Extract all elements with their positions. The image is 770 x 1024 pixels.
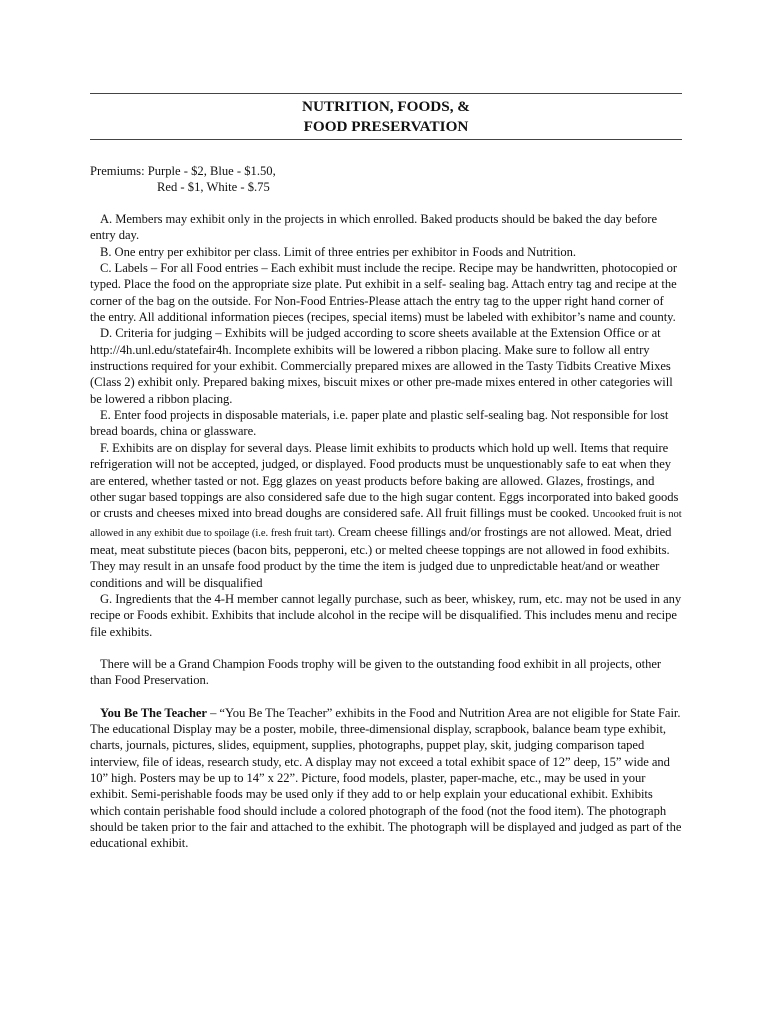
premiums-block [90,163,690,196]
teacher-lead: You Be The Teacher [100,705,207,720]
bottom-rule [90,139,682,140]
premiums-line-1: Premiums: Purple - $2, Blue - $1.50, [90,164,276,178]
spacer [90,689,682,705]
rule-f-small-note: Uncooked fruit is not allowed in any exhibit due to spoilage (i.e. fresh fruit tart). [90,509,682,539]
teacher-text: – “You Be The Teacher” exhibits in the Food and Nutrition Area are not eligible for State Fair. The educational Display may be a poster, mobile, three-dimensional display, scrapbook, balance beam type exhibit, charts, journals, pictures, slides, equipment, supplies, photographs, puppet play, skit, judging comparison taped interview, file of ideas, research study, etc. A display may not exceed a total exhibit space of 12” deep, 15” wide and 10” high. Posters may be up to 14” x 22”. Picture, food models, plaster, paper-mache, etc., may be used in your exhibit. Semi-perishable foods may be used only if they add to or help explain your educational exhibit. Exhibits which contain perishable food should include a colored photograph of the food (not the food item). The photograph should be taken prior to the fair and attached to the exhibit. The photograph will be displayed and judged as part of the educational exhibit. [90,705,682,851]
rule-f-part-1: F. Exhibits are on display for several days. Please limit exhibits to products which hold up well. Items that require refrigeration will not be accepted, judged, or displayed. Food products must be unquestionably safe to eat when they are entered, whether tasted or not. Egg glazes on yeast products before baking are allowed. Glazes, frostings, and other sugar based toppings are also considered safe due to the high sugar content. Eggs incorporated into baked goods or crusts and cheeses mixed into bread doughs are considered safe. All fruit fillings must be cooked. [90,440,679,521]
rule-g: G. Ingredients that the 4-H member cannot legally purchase, such as beer, whiskey, rum, etc. may not be used in any recipe or Foods exhibit. Exhibits that include alcohol in the recipe will be disqualified. This includes menu and recipe file exhibits. [90,591,682,639]
rule-f [90,440,682,591]
grand-champion-note: There will be a Grand Champion Foods trophy will be given to the outstanding food exhibit in all projects, other than Food Preservation. [90,656,662,688]
rule-d-part-2: . Prepared baking mixes, biscuit mixes or other pre-made mixes entered in other categories will be lowered a ribbon placing. [90,375,673,406]
you-be-the-teacher [90,705,682,852]
section-title [90,97,682,137]
rule-d-part-1: D. Criteria for judging – Exhibits will be judged according to score sheets available at the Extension Office or at http://4h.unl.edu/statefair4h. Incomplete exhibits will be lowered a ribbon placing. Make sure to follow all entry instructions required for your exhibit. Commercially prepared mixes are allowed in the Tasty Tidbits Creative Mixes (Class 2) exhibit only [90,326,671,390]
title-line-2: FOOD PRESERVATION [303,118,469,135]
rule-f-part-2: Cream cheese fillings and/or frostings are not allowed. Meat, dried meat, meat substitute pieces (bacon bits, pepperoni, etc.) or melted cheese toppings are not allowed in food exhibits. They may result in an unsafe food product by the time the item is judged due to unpredictable heat/and or weather conditions and will be disqualified [90,524,672,590]
rule-b: B. One entry per exhibitor per class. Limit of three entries per exhibitor in Foods and Nutrition. [100,244,577,259]
title-line-1: NUTRITION, FOODS, & [302,98,470,115]
rules-body [90,211,682,852]
rule-c: C. Labels – For all Food entries – Each exhibit must include the recipe. Recipe may be handwritten, photocopied or typed. Place the food on the appropriate size plate. Put exhibit in a self- sealing bag. Attach entry tag and recipe at the corner of the bag on the outside. For Non-Food Entries-Please attach the entry tag to the upper right hand corner of the entry. All additional information pieces (recipes, special items) must be labeled with exhibitor’s name and county. [90,261,677,325]
rule-a: A. Members may exhibit only in the projects in which enrolled. Baked products should be baked the day before entry day. [90,212,657,243]
rule-e: E. Enter food projects in disposable materials, i.e. paper plate and plastic self-sealing bag. Not responsible for lost bread boards, china or glassware. [90,408,669,439]
spacer [90,640,682,656]
rule-d [90,325,682,407]
top-rule [90,93,682,94]
premiums-line-2: Red - $1, White - $.75 [157,180,270,195]
